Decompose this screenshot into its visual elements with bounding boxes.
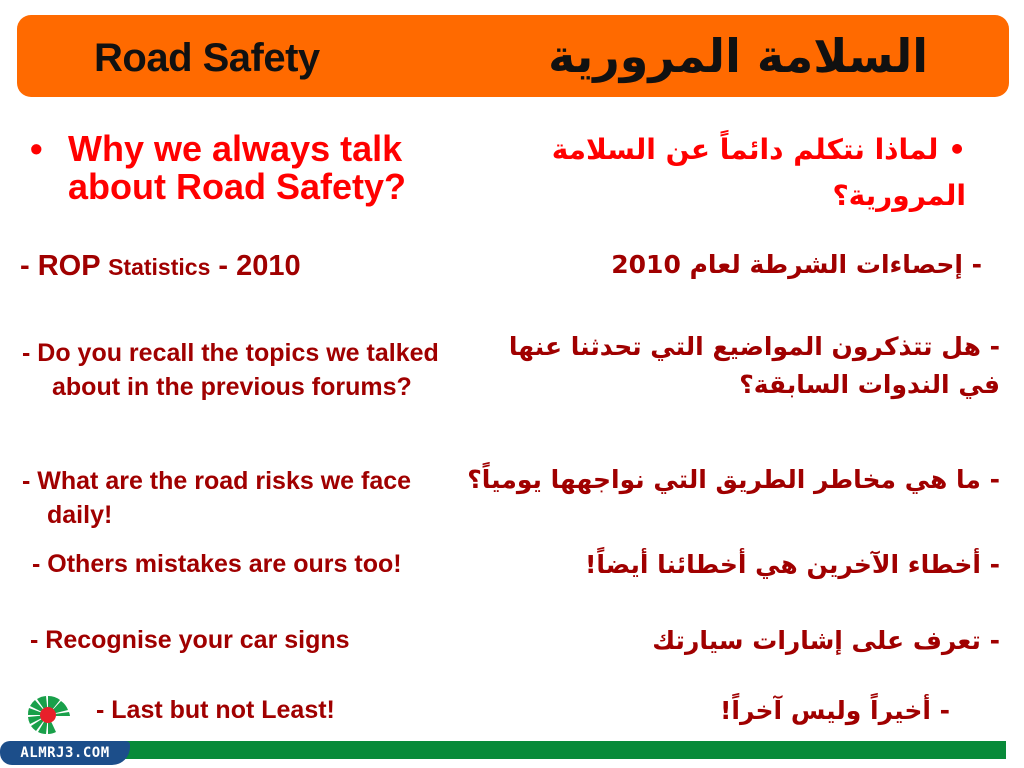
heading-english-line1: Why we always talk (68, 128, 403, 169)
item-road-risks-english (22, 464, 411, 532)
item-rop-statistics-arabic: - إحصاءات الشرطة لعام 2010 (611, 250, 982, 279)
item-last-not-least-arabic: - أخيراً وليس آخراً! (720, 696, 950, 725)
footer-green-bar (20, 741, 1006, 759)
item-text: Statistics (108, 254, 211, 280)
item-car-signs-arabic: - تعرف على إشارات سيارتك (652, 626, 1000, 655)
heading-arabic-text: لماذا نتكلم دائماً عن السلامة المرورية؟ (551, 133, 966, 212)
item-rop-statistics-english (20, 250, 301, 284)
watermark-badge: ALMRJ3.COM (0, 741, 130, 765)
item-others-mistakes-arabic: - أخطاء الآخرين هي أخطائنا أيضاً! (585, 550, 1000, 579)
heading-arabic (546, 127, 966, 219)
item-recall-topics-english (22, 336, 439, 404)
sunburst-logo-icon (24, 694, 72, 736)
item-others-mistakes-english: - Others mistakes are ours too! (32, 550, 402, 578)
title-arabic: السلامة المرورية (548, 29, 928, 83)
title-english: Road Safety (94, 36, 320, 80)
item-text: - ROP (20, 250, 109, 282)
bullet-icon: • (30, 128, 43, 169)
bullet-icon: • (948, 133, 966, 166)
item-road-risks-arabic: - ما هي مخاطر الطريق التي نواجهها يومياً؟ (467, 465, 1000, 494)
item-line2: about in the previous forums? (52, 373, 412, 401)
item-car-signs-english: - Recognise your car signs (30, 626, 350, 654)
item-recall-topics-arabic: - هل تتذكرون المواضيع التي تحدثنا عنها في الندوات السابقة؟ (508, 332, 1000, 399)
item-last-not-least-english: - Last but not Least! (96, 696, 335, 724)
heading-english-line2: about Road Safety? (68, 166, 407, 207)
item-line2: daily! (47, 501, 113, 529)
item-line1: - What are the road risks we face (22, 467, 412, 495)
item-line1: - Do you recall the topics we talked (22, 339, 439, 367)
heading-english (30, 130, 470, 206)
item-text: - 2010 (210, 250, 301, 282)
